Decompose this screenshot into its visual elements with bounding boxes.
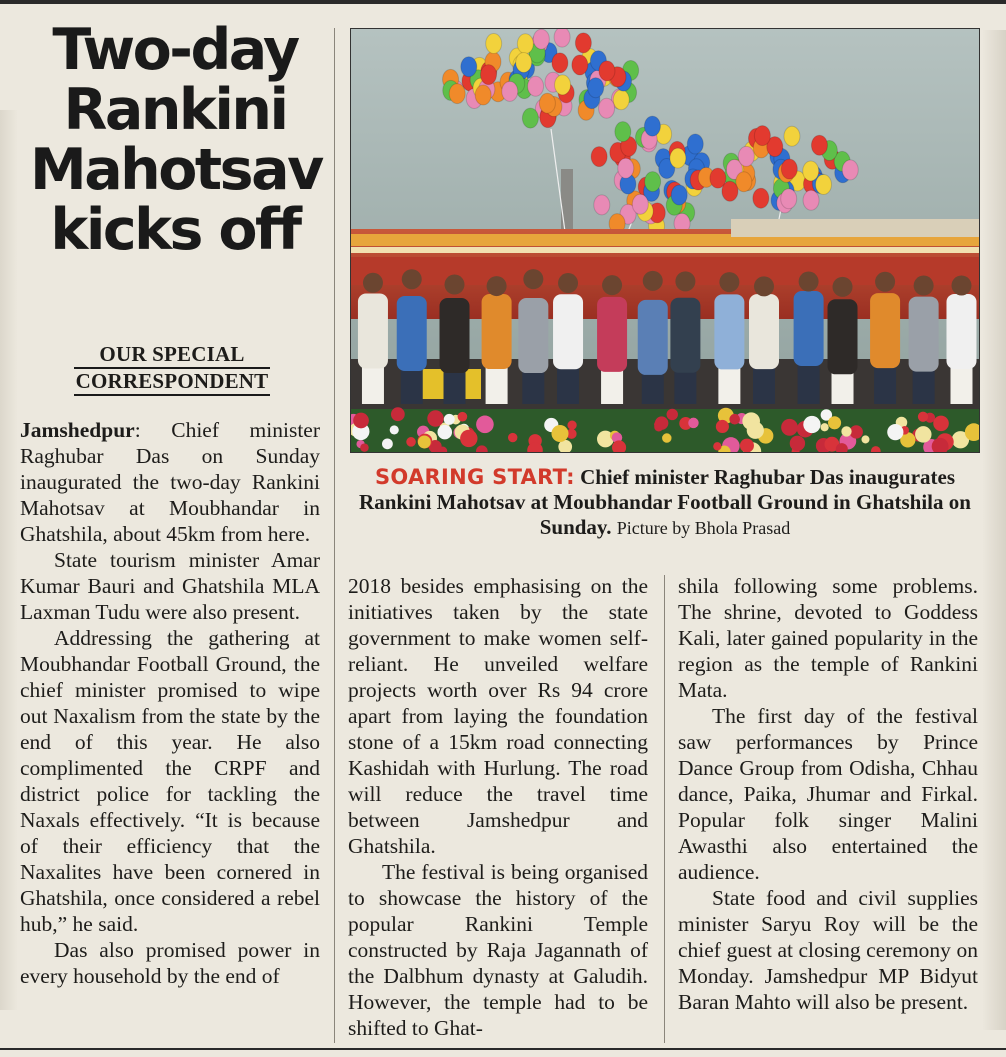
- person-figure: [749, 276, 779, 404]
- balloon: [816, 175, 832, 195]
- flower: [790, 436, 805, 451]
- balloon: [522, 108, 538, 128]
- column-divider-1: [334, 28, 335, 1043]
- flower: [887, 424, 903, 440]
- flower: [803, 416, 820, 433]
- balloon: [781, 159, 797, 179]
- balloon: [516, 52, 532, 72]
- flower: [567, 421, 576, 430]
- balloon: [572, 55, 588, 75]
- balloon: [754, 126, 770, 146]
- paragraph-4-continued: 2018 besides emphasising on the initiatives taken by the state government to make women self-reliant. He unveiled welfare projects worth over Rs 94 crore apart from laying the foundation stone of a 15km road connecting Kashidah with Hurlung. The road will reduce the travel time between Jamshedpur and Ghatshila.: [348, 574, 648, 858]
- balloon: [670, 148, 686, 168]
- balloon: [599, 98, 615, 118]
- balloon: [615, 122, 631, 142]
- flower: [418, 436, 431, 449]
- balloon: [811, 135, 827, 155]
- flower: [427, 410, 443, 426]
- flower: [437, 425, 452, 440]
- headline-line: kicks off: [50, 197, 300, 263]
- photo-credit: Picture by Bhola Prasad: [616, 518, 791, 538]
- byline-line-2: CORRESPONDENT: [74, 367, 271, 396]
- flower: [729, 414, 740, 425]
- balloon: [618, 158, 634, 178]
- balloon: [588, 78, 604, 98]
- flower: [828, 416, 841, 429]
- flower: [551, 425, 568, 442]
- balloon: [502, 81, 518, 101]
- paragraph-7: State food and civil supplies minister Saryu Roy will be the chief guest at closing ceremony on Monday. Jamshedpur MP Bidyut Baran Mahto will also be present.: [678, 886, 978, 1014]
- headline-line: Rankini: [63, 77, 287, 143]
- news-photo: [350, 28, 980, 453]
- flower: [713, 442, 721, 450]
- paragraph-6: The first day of the festival saw performances by Prince Dance Group from Odisha, Chhau dance, Paika, Jhumar and Firkal. Popular folk singer Malini Awasthi also entertained the audience.: [678, 704, 978, 884]
- flower: [716, 420, 729, 433]
- flower: [781, 419, 798, 436]
- bleed-through-text: [360, 6, 1006, 28]
- balloon: [722, 181, 738, 201]
- column-divider-2: [664, 575, 665, 1043]
- balloon: [645, 172, 661, 192]
- flower: [861, 435, 869, 443]
- paragraph-5-start: The festival is being organised to showcase the history of the popular Rankini Temple constructed by Raja Jagannath of the Dalbhum dynasty at Galudih. However, the temple had to be shifted to Ghat-: [348, 860, 648, 1040]
- balloon: [555, 75, 571, 95]
- caption-text: Chief minister Raghubar Das inaugurates Rankini Mahotsav at Moubhandar Football Ground in Ghatshila on Sunday.: [359, 465, 971, 539]
- balloon: [528, 76, 544, 96]
- photo-illustration: [351, 29, 980, 453]
- balloon: [687, 134, 703, 154]
- balloon: [533, 29, 549, 49]
- balloon: [475, 85, 491, 105]
- flower: [353, 413, 369, 429]
- flower: [742, 412, 760, 430]
- flower: [918, 412, 928, 422]
- flower: [508, 433, 517, 442]
- paragraph-1: : Chief minister Raghubar Das on Sunday inaugurated the two-day Rankini Mahotsav at Moubhandar in Ghatshila, about 45km from here.: [20, 418, 320, 546]
- flower: [406, 437, 416, 447]
- byline: [60, 342, 284, 396]
- balloon: [781, 189, 797, 209]
- headline: [30, 17, 322, 263]
- balloon: [591, 147, 607, 167]
- flower: [667, 409, 678, 420]
- caption-kicker: SOARING START:: [374, 465, 575, 489]
- balloon: [594, 195, 610, 215]
- balloon: [552, 53, 568, 73]
- flower: [360, 443, 368, 451]
- balloon: [517, 34, 533, 54]
- dateline: Jamshedpur: [20, 418, 135, 442]
- flower: [841, 426, 851, 436]
- flower: [740, 439, 754, 453]
- balloon: [803, 161, 819, 181]
- flower: [688, 418, 698, 428]
- balloon: [671, 185, 687, 205]
- headline-line: Mahotsav: [30, 137, 322, 203]
- flower: [391, 407, 405, 421]
- flower: [662, 433, 671, 442]
- balloon: [461, 57, 477, 77]
- flower: [390, 425, 399, 434]
- headline-line: Two-day: [52, 17, 298, 83]
- flower: [933, 416, 949, 432]
- balloon: [644, 116, 660, 136]
- article-column-2: [348, 573, 648, 1041]
- balloon: [784, 126, 800, 146]
- balloon: [449, 84, 465, 104]
- balloon: [613, 90, 629, 110]
- person-figure: [482, 276, 512, 404]
- top-rule: [0, 0, 1006, 4]
- paragraph-5-continued: shila following some problems. The shrine, devoted to Goddess Kali, later gained popularity in the region as the temple of Rankini Mata.: [678, 574, 978, 702]
- balloon: [486, 34, 502, 54]
- photo-caption: [350, 465, 980, 541]
- bottom-rule: [0, 1048, 1006, 1050]
- byline-line-1: OUR SPECIAL: [99, 342, 245, 366]
- article-column-3: [678, 573, 978, 1015]
- paragraph-2: State tourism minister Amar Kumar Bauri and Ghatshila MLA Laxman Tudu were also present.: [20, 548, 320, 624]
- balloon: [539, 93, 555, 113]
- paragraph-4-start: Das also promised power in every household by the end of: [20, 938, 320, 988]
- paragraph-3: Addressing the gathering at Moubhandar Football Ground, the chief minister promised to wipe out Naxalism from the state by the end of this year. He also complimented the CRPF and district police for tackling the Naxals effectively. “It is because of their efficiency that the Naxalites have been cornered in Ghatshila, once considered a rebel hub,” he said.: [20, 626, 320, 936]
- flower: [476, 416, 494, 434]
- left-margin-shadow: [0, 110, 18, 1010]
- balloon: [480, 65, 496, 85]
- balloon: [842, 160, 858, 180]
- flower: [460, 430, 477, 447]
- flower: [458, 412, 468, 422]
- flower: [655, 416, 668, 429]
- balloon: [632, 194, 648, 214]
- balloon: [575, 33, 591, 53]
- flower: [821, 423, 829, 431]
- balloon: [554, 29, 570, 47]
- flower: [915, 426, 931, 442]
- flower: [444, 414, 455, 425]
- article-column-1: [20, 417, 320, 989]
- flower: [382, 438, 393, 449]
- balloon: [599, 61, 615, 81]
- balloon: [738, 146, 754, 166]
- right-margin-shadow: [982, 30, 1006, 1030]
- balloon: [803, 190, 819, 210]
- balloon: [753, 188, 769, 208]
